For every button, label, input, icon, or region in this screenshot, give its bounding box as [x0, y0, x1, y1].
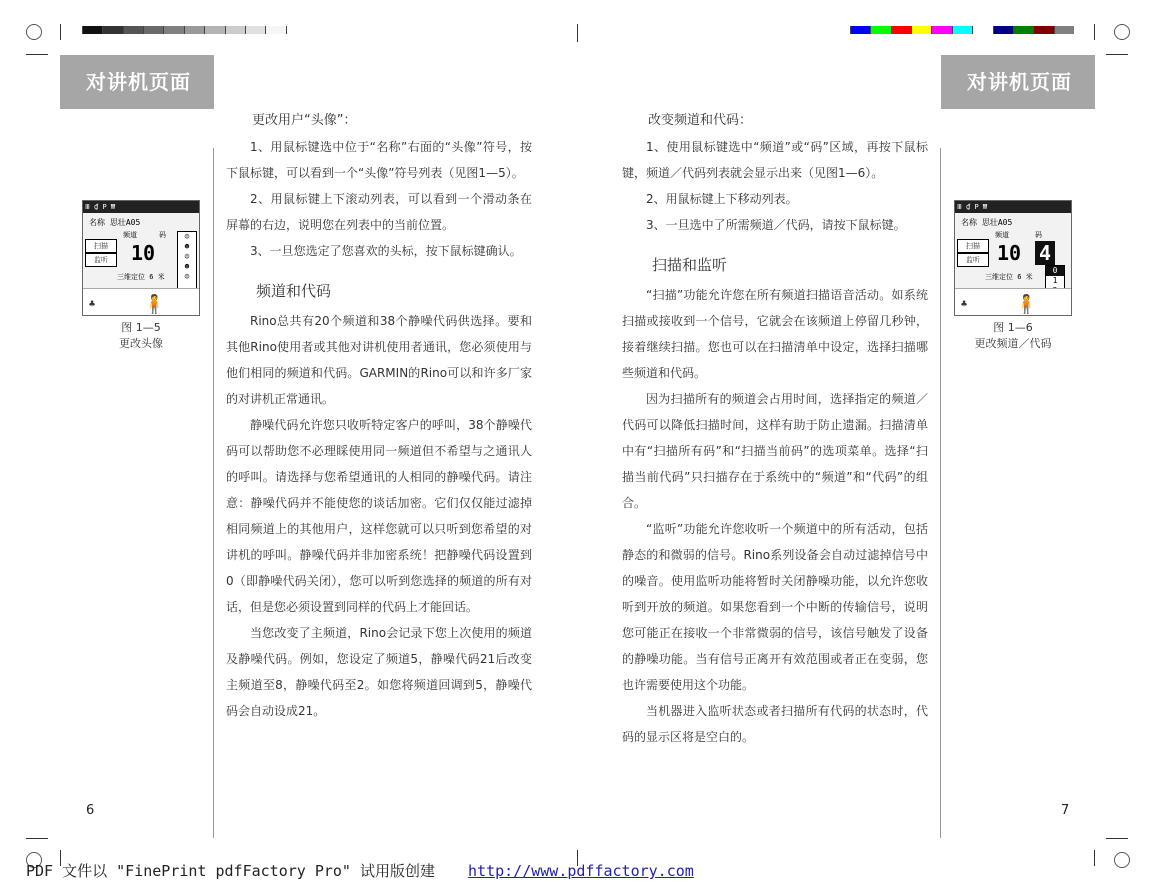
paragraph: 2、用鼠标键上下滚动列表，可以看到一个滑动条在屏幕的右边，说明您在列表中的当前位置。	[226, 192, 532, 232]
paragraph: 2、用鼠标键上下移动列表。	[646, 192, 798, 206]
calibration-swatch	[225, 26, 245, 34]
section-heading-scan-monitor: 扫描和监听	[652, 256, 728, 274]
left-page-divider	[213, 148, 214, 838]
name-value: 思壮A05	[109, 218, 141, 227]
crop-mark	[60, 24, 61, 40]
channel-label: 频道	[995, 231, 1009, 239]
monitor-button: 监听	[957, 253, 989, 267]
code-label: 码	[1035, 231, 1042, 239]
crop-mark	[577, 24, 578, 42]
avatar-icon: ☺	[184, 252, 190, 261]
calibration-swatch	[931, 26, 951, 34]
calibration-swatch	[972, 26, 992, 34]
paragraph: 因为扫描所有的频道会占用时间，选择指定的频道／代码可以降低扫描时间，这样有助于防止遗漏。扫描清单中有“扫描所有码”和“扫描当前码”的选项菜单。选择“扫描当前代码”只扫描存在于系统中的“频道”和“代码”的组合。	[622, 392, 928, 510]
calibration-swatch	[911, 26, 931, 34]
code-list-item: 0	[1046, 266, 1064, 276]
calibration-swatch	[850, 26, 870, 34]
calibration-swatch	[286, 26, 306, 34]
paragraph: 1、用鼠标键选中位于“名称”右面的“头像”符号，按下鼠标键，可以看到一个“头像”符号列表（见图1—5）。	[226, 140, 532, 180]
figure-1-6-caption: 更改频道／代码	[974, 337, 1052, 350]
pdf-note-text: PDF 文件以 "FinePrint pdfFactory Pro" 试用版创建	[26, 862, 435, 880]
code-label: 码	[159, 231, 166, 239]
avatar-icon: ☻	[184, 262, 190, 271]
calibration-swatch	[952, 26, 972, 34]
paragraph: 1、使用鼠标键选中“频道”或“码”区域，再按下鼠标键，频道／代码列表就会显示出来（见图1—6）。	[622, 140, 928, 180]
crop-mark	[1094, 24, 1095, 40]
color-calibration-bar	[850, 26, 1074, 34]
page-number-left: 6	[86, 803, 95, 818]
name-label: 名称	[961, 218, 977, 227]
code-list-item: 1	[1052, 276, 1058, 285]
calibration-swatch	[102, 26, 122, 34]
registration-mark	[1114, 852, 1130, 868]
pdffactory-link[interactable]: http://www.pdffactory.com	[468, 862, 694, 880]
figure-1-6	[953, 200, 1073, 352]
calibration-swatch	[1033, 26, 1053, 34]
calibration-swatch	[245, 26, 265, 34]
calibration-swatch	[123, 26, 143, 34]
calibration-swatch	[184, 26, 204, 34]
paragraph: 当您改变了主频道，Rino会记录下您上次使用的频道及静噪代码。例如，您设定了频道5，静噪代码21后改变主频道至8，静噪代码至2。如您将频道回调到5，静噪代码会自动设成21。	[226, 626, 532, 718]
scan-button: 扫描	[957, 239, 989, 253]
calibration-swatch	[265, 26, 285, 34]
left-page-body	[226, 108, 532, 724]
channel-label: 频道	[123, 231, 137, 239]
name-value: 思壮A05	[981, 218, 1013, 227]
page-number-right: 7	[1061, 803, 1070, 818]
screen-status-bar: Ⅲ ₫ P ₩	[83, 201, 199, 213]
avatar-icon: ☻	[184, 242, 190, 251]
paragraph: “扫描”功能允许您在所有频道扫描语音活动。如系统扫描或接收到一个信号，它就会在该频道上停留几秒钟，接着继续扫描。您也可以在扫描清单中设定，选择扫描哪些频道和代码。	[622, 288, 928, 380]
person-icon: 🧍	[143, 294, 166, 315]
registration-mark	[26, 24, 42, 40]
calibration-swatch	[891, 26, 911, 34]
section-title-change-avatar: 更改用户“头像”：	[252, 113, 357, 128]
avatar-icon: ☺	[184, 232, 190, 241]
person-icon: 🧍	[1015, 294, 1038, 315]
device-screen	[82, 200, 200, 316]
crop-mark	[26, 54, 48, 55]
monitor-button: 监听	[85, 253, 117, 267]
calibration-swatch	[143, 26, 163, 34]
name-label: 名称	[89, 218, 105, 227]
paragraph: 3、一旦选中了所需频道／代码，请按下鼠标键。	[646, 218, 906, 232]
calibration-swatch	[204, 26, 224, 34]
grayscale-calibration-bar	[82, 26, 306, 34]
cartoon-scene	[955, 288, 1071, 315]
paragraph: 当机器进入监听状态或者扫描所有代码的状态时，代码的显示区将是空白的。	[622, 704, 928, 744]
crop-mark	[1106, 838, 1128, 839]
crop-mark	[1106, 54, 1128, 55]
calibration-swatch	[993, 26, 1013, 34]
calibration-swatch	[1054, 26, 1074, 34]
paragraph: 静噪代码允许您只收听特定客户的呼叫，38个静噪代码可以帮助您不必理睬使用同一频道但不希望与之通讯人的呼叫。请选择与您希望通讯的人相同的静噪代码。请注意：静噪代码并不能使您的谈话加密。它们仅仅能过滤掉相同频道上的其他用户，这样您就可以只听到您希望的对讲机的呼叫。静噪代码并非加密系统！把静噪代码设置到0（即静噪代码关闭），您可以听到您选择的频道的所有对话，但是您必须设置到同样的代码上才能回话。	[226, 418, 532, 614]
crop-mark	[1094, 850, 1095, 866]
right-page-header: 对讲机页面	[941, 55, 1095, 109]
device-screen	[954, 200, 1072, 316]
channel-value: 10	[131, 241, 156, 265]
calibration-swatch	[1013, 26, 1033, 34]
tree-icon: ♣	[89, 299, 96, 310]
gps-status: 三维定位 6 米	[117, 273, 165, 281]
avatar-icon: ☺	[184, 272, 190, 281]
right-page-divider	[940, 148, 941, 838]
tree-icon: ♣	[961, 299, 968, 310]
channel-value: 10	[997, 241, 1022, 265]
paragraph: “监听”功能允许您收听一个频道中的所有活动，包括静态的和微弱的信号。Rino系列设备会自动过滤掉信号中的噪音。使用监听功能将暂时关闭静噪功能，以允许您收听到开放的频道。如果您看到一个中断的传输信号，说明您可能正在接收一个非常微弱的信号，该信号触发了设备的静噪功能。当有信号正离开有效范围或者正在变弱，您也许需要使用这个功能。	[622, 522, 928, 692]
code-value: 4	[1035, 241, 1055, 265]
calibration-swatch	[870, 26, 890, 34]
figure-1-5	[81, 200, 201, 352]
figure-1-5-caption: 更改头像	[119, 337, 163, 350]
registration-mark	[1114, 24, 1130, 40]
pdf-creator-note	[26, 860, 694, 881]
section-title-change-channel-code: 改变频道和代码：	[648, 113, 753, 128]
gps-status: 三维定位 6 米	[985, 273, 1033, 281]
section-heading-channels-codes: 频道和代码	[256, 282, 332, 300]
figure-1-5-number: 图 1—5	[121, 321, 161, 334]
left-page-header: 对讲机页面	[60, 55, 214, 109]
figure-1-6-number: 图 1—6	[993, 321, 1033, 334]
calibration-swatch	[163, 26, 183, 34]
scan-button: 扫描	[85, 239, 117, 253]
calibration-swatch	[82, 26, 102, 34]
right-page-body	[622, 108, 928, 750]
paragraph: Rino总共有20个频道和38个静噪代码供选择。要和其他Rino使用者或其他对讲机使用者通讯，您必须使用与他们相同的频道和代码。GARMIN的Rino可以和许多厂家的对讲机正常通讯。	[226, 314, 532, 406]
paragraph: 3、一旦您选定了您喜欢的头标，按下鼠标键确认。	[250, 244, 522, 258]
cartoon-scene	[83, 288, 199, 315]
screen-status-bar: Ⅲ ₫ P ₩	[955, 201, 1071, 213]
crop-mark	[26, 838, 48, 839]
